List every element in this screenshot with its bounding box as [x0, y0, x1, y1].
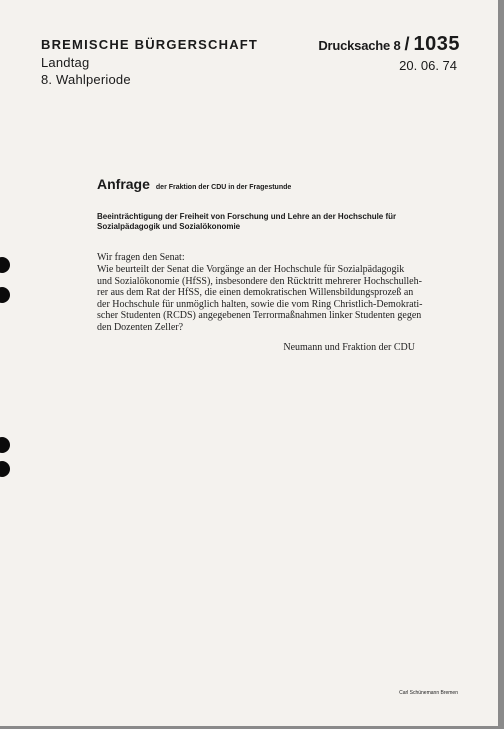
inquiry-question	[97, 264, 422, 333]
punch-hole-icon	[0, 461, 10, 477]
drucksache-number: 1035	[413, 33, 460, 55]
question-line: und Sozialökonomie (HfSS), insbesondere den Rücktritt mehrerer Hochschulleh-	[97, 275, 422, 287]
inquiry-detail: der Fraktion der CDU in der Fragestunde	[155, 184, 292, 191]
drucksache-label: Drucksache 8	[318, 38, 401, 53]
drucksache-separator: /	[404, 34, 410, 54]
question-line: Wie beurteilt der Senat die Vorgänge an der Hochschule für Sozialpädagogik	[97, 264, 405, 275]
punch-hole-icon	[0, 257, 10, 273]
subject-line: Beeinträchtigung der Freiheit von Forschung und Lehre an der Hochschule für	[97, 212, 397, 221]
inquiry-heading	[97, 176, 291, 192]
signature: Neumann und Fraktion der CDU	[283, 342, 415, 353]
punch-hole-icon	[0, 437, 10, 453]
chamber-name: Landtag	[41, 55, 90, 70]
punch-hole-icon	[0, 287, 10, 303]
inquiry-intro: Wir fragen den Senat:	[97, 252, 185, 263]
question-line: den Dozenten Zeller?	[97, 321, 184, 333]
legislative-period: 8. Wahlperiode	[41, 72, 131, 87]
question-line: scher Studenten (RCDS) angegebenen Terrormaßnahmen linker Studenten gegen	[97, 310, 422, 321]
inquiry-type: Anfrage	[97, 176, 150, 192]
organization-name: BREMISCHE BÜRGERSCHAFT	[41, 37, 259, 52]
subject-line: Sozialpädagogik und Sozialökonomie	[97, 222, 241, 231]
question-line: rer aus dem Rat der HfSS, die einen demokratischen Willensbildungsprozeß an	[97, 287, 414, 298]
question-line: der Hochschule für unmöglich halten, sowie die vom Ring Christlich-Demokrati-	[97, 298, 423, 310]
inquiry-subject	[97, 212, 437, 232]
printer-imprint: Carl Schünemann Bremen	[399, 690, 458, 696]
document-date: 20. 06. 74	[399, 58, 457, 73]
document-number	[318, 33, 460, 56]
